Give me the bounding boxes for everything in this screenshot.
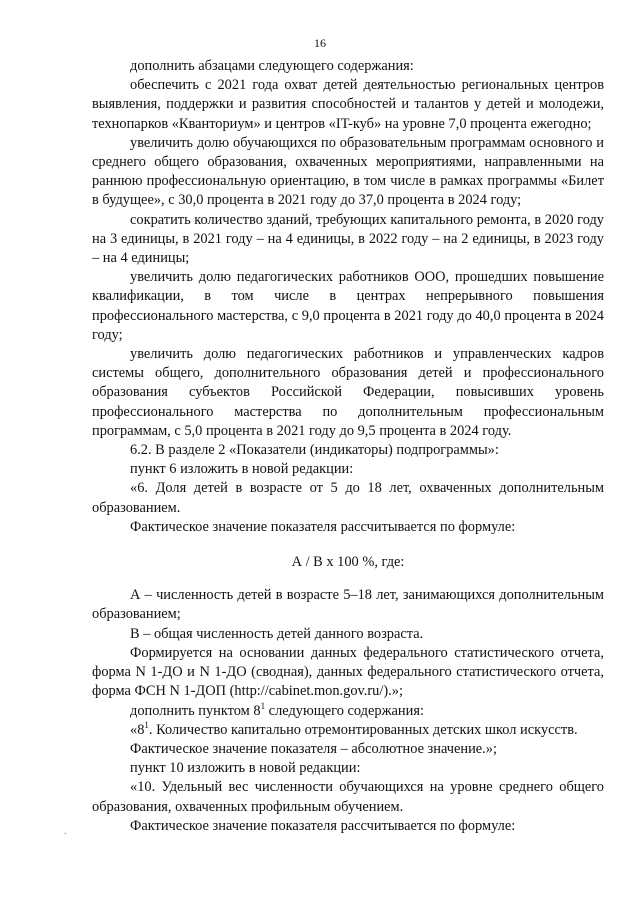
text-segment: «8 <box>130 721 145 738</box>
paragraph: увеличить долю педагогических работников и управленческих кадров системы общего, дополнительного образования детей и профессионального образования субъектов Российской Федерации, повысивших уровень профессионального мастерства по дополнительным профессиональным программам, с 5,0 процента в 2021 году до 9,5 процента в 2024 году. <box>92 346 604 439</box>
text-segment: . Количество капитально отремонтированных детских школ искусств. <box>148 721 578 738</box>
paragraph: В – общая численность детей данного возраста. <box>130 625 424 642</box>
formula: А / В х 100 %, где: <box>291 554 405 571</box>
document-body <box>92 57 604 836</box>
paragraph: Фактическое значение показателя рассчитывается по формуле: <box>130 817 516 834</box>
paragraph: сократить количество зданий, требующих капитального ремонта, в 2020 году на 3 единицы, в 2021 году – на 4 единицы, в 2022 году – на 2 единицы, в 2023 году – на 4 единицы; <box>92 211 604 267</box>
text-segment: дополнить пунктом 8 <box>130 702 261 719</box>
paragraph: А – численность детей в возрасте 5–18 лет, занимающихся дополнительным образованием; <box>92 587 604 623</box>
margin-mark: . <box>64 826 67 837</box>
superscript: 1 <box>260 700 266 711</box>
text-segment: следующего содержания: <box>265 702 424 719</box>
paragraph: «6. Доля детей в возрасте от 5 до 18 лет, охваченных дополнительным образованием. <box>92 480 604 516</box>
section-heading: 6.2. В разделе 2 «Показатели (индикаторы) подпрограммы»: <box>130 442 499 459</box>
paragraph: увеличить долю обучающихся по образовательным программам основного и среднего общего образования, охваченных мероприятиями, направленными на раннюю профессиональную ориентацию, в том числе в рамках программы «Билет в будущее», с 30,0 процента в 2021 году до 37,0 процента в 2024 году; <box>92 134 604 209</box>
paragraph: «10. Удельный вес численности обучающихся на уровне среднего общего образования, охваченных профильным обучением. <box>92 779 604 815</box>
paragraph <box>92 721 604 740</box>
paragraph: Формируется на основании данных федерального статистического отчета, форма N 1-ДО и N 1-ДО (сводная), данных федерального статистического отчета, форма ФСН N 1-ДОП (http://cabinet.mon.gov.ru/).»; <box>92 644 604 700</box>
paragraph: обеспечить с 2021 года охват детей деятельностью региональных центров выявления, поддержки и развития способностей и талантов у детей и молодежи, технопарков «Кванториум» и центров «IT-куб» на уровне 7,0 процента ежегодно; <box>92 77 604 132</box>
paragraph: пункт 6 изложить в новой редакции: <box>130 461 354 478</box>
paragraph: Фактическое значение показателя – абсолютное значение.»; <box>130 740 497 757</box>
paragraph <box>92 702 604 721</box>
paragraph: дополнить абзацами следующего содержания: <box>130 58 414 74</box>
paragraph: увеличить долю педагогических работников ООО, прошедших повышение квалификации, в том числе в центрах непрерывного повышения профессионального мастерства, с 9,0 процента в 2021 году до 40,0 процента в 2024 году; <box>92 269 604 343</box>
paragraph: пункт 10 изложить в новой редакции: <box>130 760 361 777</box>
superscript: 1 <box>144 719 149 730</box>
page-number: 16 <box>314 36 326 50</box>
paragraph: Фактическое значение показателя рассчитывается по формуле: <box>130 518 516 535</box>
